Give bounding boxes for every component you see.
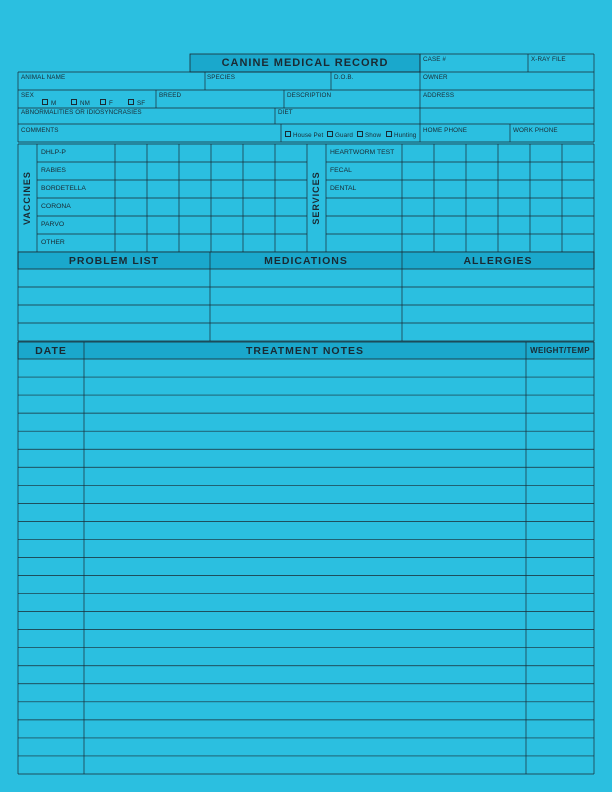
vaccine-date-cell[interactable] (211, 198, 243, 216)
vaccine-date-cell[interactable] (243, 198, 275, 216)
treatment-notes-cell[interactable] (84, 395, 526, 413)
service-date-cell[interactable] (498, 234, 530, 252)
treatment-notes-cell[interactable] (84, 612, 526, 630)
treatment-date-cell[interactable] (18, 503, 84, 521)
service-date-cell[interactable] (402, 144, 434, 162)
dob-field[interactable] (331, 72, 420, 90)
treatment-notes-cell[interactable] (84, 630, 526, 648)
service-date-cell[interactable] (498, 144, 530, 162)
vaccine-dhlp-p-label: DHLP-P (41, 149, 66, 156)
vaccine-date-cell[interactable] (275, 198, 307, 216)
service-date-cell[interactable] (466, 216, 498, 234)
treatment-date-cell[interactable] (18, 539, 84, 557)
treatment-date-cell[interactable] (18, 377, 84, 395)
allergy-entry[interactable] (402, 323, 594, 341)
allergy-entry[interactable] (402, 287, 594, 305)
treatment-date-cell[interactable] (18, 648, 84, 666)
vaccine-date-cell[interactable] (179, 162, 211, 180)
service-date-cell[interactable] (466, 162, 498, 180)
weight-temp-cell[interactable] (526, 521, 594, 539)
weight-temp-cell[interactable] (526, 449, 594, 467)
service-date-cell[interactable] (434, 216, 466, 234)
service-date-cell[interactable] (530, 234, 562, 252)
treatment-notes-cell[interactable] (84, 467, 526, 485)
weight-temp-cell[interactable] (526, 702, 594, 720)
weight-temp-cell[interactable] (526, 557, 594, 575)
service-fecal-label: FECAL (330, 167, 352, 174)
work-phone-label: WORK PHONE (513, 127, 558, 134)
service-date-cell[interactable] (498, 180, 530, 198)
abnormalities-label: ABNORMALITIES OR IDIOSYNCRASIES (21, 109, 142, 116)
treatment-notes-cell[interactable] (84, 539, 526, 557)
animal-name-label: ANIMAL NAME (21, 74, 66, 81)
treatment-date-cell[interactable] (18, 684, 84, 702)
service-date-cell[interactable] (530, 198, 562, 216)
vaccine-date-cell[interactable] (147, 216, 179, 234)
species-label: SPECIES (207, 74, 235, 81)
dob-label: D.O.B. (334, 74, 354, 81)
sex-f-label: F (109, 99, 113, 107)
service-date-cell[interactable] (466, 198, 498, 216)
vaccine-date-cell[interactable] (243, 216, 275, 234)
problem-list-entry[interactable] (18, 269, 210, 287)
hunting-label: Hunting (394, 131, 417, 139)
vaccine-rabies-label: RABIES (41, 167, 66, 174)
weight-temp-cell[interactable] (526, 467, 594, 485)
vaccine-date-cell[interactable] (275, 216, 307, 234)
treatment-notes-cell[interactable] (84, 485, 526, 503)
house-pet-label: House Pet (293, 131, 324, 139)
sex-f-checkbox[interactable] (100, 99, 106, 105)
services-heading: SERVICES (311, 171, 321, 225)
abnormalities-field[interactable] (18, 108, 275, 124)
sex-nm-label: NM (80, 99, 90, 107)
case-number-label: CASE # (423, 56, 446, 63)
show-label: Show (365, 131, 382, 139)
vaccine-date-cell[interactable] (115, 180, 147, 198)
problem-list-entry[interactable] (18, 323, 210, 341)
xray-file-label: X-RAY FILE (531, 56, 566, 63)
vaccine-date-cell[interactable] (243, 144, 275, 162)
service-date-cell[interactable] (402, 234, 434, 252)
vaccine-date-cell[interactable] (211, 234, 243, 252)
treatment-notes-cell[interactable] (84, 521, 526, 539)
medication-entry[interactable] (210, 323, 402, 341)
treatment-date-cell[interactable] (18, 467, 84, 485)
service-date-cell[interactable] (530, 216, 562, 234)
service-date-cell[interactable] (498, 216, 530, 234)
vaccine-date-cell[interactable] (275, 180, 307, 198)
vaccine-date-cell[interactable] (275, 144, 307, 162)
service-heartworm-test-label: HEARTWORM TEST (330, 149, 395, 156)
treatment-notes-cell[interactable] (84, 449, 526, 467)
vaccine-date-cell[interactable] (211, 162, 243, 180)
show-checkbox[interactable] (357, 131, 363, 137)
problem-list-heading: PROBLEM LIST (68, 255, 160, 267)
service-date-cell[interactable] (530, 180, 562, 198)
vaccine-date-cell[interactable] (275, 234, 307, 252)
treatment-notes-cell[interactable] (84, 377, 526, 395)
treatment-date-cell[interactable] (18, 413, 84, 431)
service-date-cell[interactable] (562, 144, 594, 162)
weight-temp-cell[interactable] (526, 395, 594, 413)
vaccine-date-cell[interactable] (147, 234, 179, 252)
sex-m-label: M (51, 99, 57, 107)
service-date-cell[interactable] (434, 162, 466, 180)
date-heading: DATE (35, 345, 67, 357)
animal-name-field[interactable] (18, 72, 205, 90)
service-date-cell[interactable] (562, 198, 594, 216)
vaccine-date-cell[interactable] (115, 144, 147, 162)
treatment-notes-cell[interactable] (84, 576, 526, 594)
medication-entry[interactable] (210, 287, 402, 305)
weight-temp-cell[interactable] (526, 431, 594, 449)
treatment-date-cell[interactable] (18, 720, 84, 738)
vaccine-parvo-label: PARVO (41, 221, 65, 228)
vaccine-date-cell[interactable] (115, 162, 147, 180)
vaccine-date-cell[interactable] (147, 198, 179, 216)
home-phone-field[interactable] (420, 124, 510, 142)
treatment-notes-cell[interactable] (84, 738, 526, 756)
breed-field[interactable] (156, 90, 284, 108)
service-date-cell[interactable] (466, 180, 498, 198)
treatment-date-cell[interactable] (18, 431, 84, 449)
home-phone-label: HOME PHONE (423, 127, 468, 134)
vaccine-date-cell[interactable] (115, 198, 147, 216)
service-date-cell[interactable] (530, 162, 562, 180)
vaccine-date-cell[interactable] (211, 180, 243, 198)
sex-m-checkbox[interactable] (42, 99, 48, 105)
treatment-date-cell[interactable] (18, 449, 84, 467)
service-date-cell[interactable] (402, 198, 434, 216)
sex-nm-checkbox[interactable] (71, 99, 77, 105)
service-date-cell[interactable] (434, 180, 466, 198)
weight-temp-cell[interactable] (526, 612, 594, 630)
medications-heading: MEDICATIONS (264, 255, 348, 267)
treatment-notes-cell[interactable] (84, 648, 526, 666)
service-date-cell[interactable] (466, 234, 498, 252)
vaccines-heading: VACCINES (22, 171, 32, 225)
treatment-notes-cell[interactable] (84, 413, 526, 431)
service-date-cell[interactable] (562, 180, 594, 198)
service-date-cell[interactable] (466, 144, 498, 162)
weight-temp-cell[interactable] (526, 684, 594, 702)
weight-temp-cell[interactable] (526, 413, 594, 431)
weight-temp-cell[interactable] (526, 720, 594, 738)
weight-temp-cell[interactable] (526, 666, 594, 684)
treatment-date-cell[interactable] (18, 612, 84, 630)
vaccine-date-cell[interactable] (211, 144, 243, 162)
weight-temp-cell[interactable] (526, 359, 594, 377)
house-pet-checkbox[interactable] (285, 131, 291, 137)
vaccine-date-cell[interactable] (147, 144, 179, 162)
service-date-cell[interactable] (402, 216, 434, 234)
treatment-date-cell[interactable] (18, 738, 84, 756)
weight-temp-cell[interactable] (526, 576, 594, 594)
owner-label: OWNER (423, 74, 448, 81)
service-date-cell[interactable] (498, 198, 530, 216)
treatment-date-cell[interactable] (18, 756, 84, 774)
breed-label: BREED (159, 92, 182, 99)
problem-list-entry[interactable] (18, 287, 210, 305)
vaccine-bordetella-label: BORDETELLA (41, 185, 86, 192)
treatment-date-cell[interactable] (18, 594, 84, 612)
service-date-cell[interactable] (434, 144, 466, 162)
vaccine-date-cell[interactable] (179, 144, 211, 162)
treatment-date-cell[interactable] (18, 576, 84, 594)
allergy-entry[interactable] (402, 269, 594, 287)
vaccine-date-cell[interactable] (115, 216, 147, 234)
case-number-field[interactable] (420, 54, 528, 72)
medication-entry[interactable] (210, 269, 402, 287)
description-label: DESCRIPTION (287, 92, 332, 99)
allergy-entry[interactable] (402, 305, 594, 323)
hunting-checkbox[interactable] (386, 131, 392, 137)
xray-file-field[interactable] (528, 54, 594, 72)
treatment-notes-cell[interactable] (84, 684, 526, 702)
treatment-notes-cell[interactable] (84, 594, 526, 612)
service-date-cell[interactable] (562, 162, 594, 180)
service-date-cell[interactable] (434, 234, 466, 252)
treatment-notes-cell[interactable] (84, 756, 526, 774)
treatment-notes-cell[interactable] (84, 431, 526, 449)
treatment-date-cell[interactable] (18, 521, 84, 539)
vaccine-date-cell[interactable] (211, 216, 243, 234)
treatment-notes-cell[interactable] (84, 666, 526, 684)
allergies-heading: ALLERGIES (463, 255, 533, 267)
treatment-notes-cell[interactable] (84, 359, 526, 377)
guard-checkbox[interactable] (327, 131, 333, 137)
comments-field[interactable] (18, 124, 281, 142)
weight-temp-cell[interactable] (526, 756, 594, 774)
diet-label: DIET (278, 109, 293, 116)
service-dental-label: DENTAL (330, 185, 357, 192)
vaccine-date-cell[interactable] (275, 162, 307, 180)
treatment-date-cell[interactable] (18, 702, 84, 720)
vaccine-date-cell[interactable] (179, 198, 211, 216)
vaccine-date-cell[interactable] (179, 216, 211, 234)
treatment-notes-heading: TREATMENT NOTES (245, 345, 365, 357)
service-date-cell[interactable] (530, 144, 562, 162)
work-phone-field[interactable] (510, 124, 594, 142)
medication-entry[interactable] (210, 305, 402, 323)
weight-temp-cell[interactable] (526, 485, 594, 503)
treatment-date-cell[interactable] (18, 630, 84, 648)
service-date-cell[interactable] (562, 216, 594, 234)
vaccine-corona-label: CORONA (41, 203, 71, 210)
weight-temp-heading: WEIGHT/TEMP (530, 346, 590, 355)
service-date-cell[interactable] (434, 198, 466, 216)
service-date-cell[interactable] (498, 162, 530, 180)
treatment-date-cell[interactable] (18, 666, 84, 684)
vaccine-date-cell[interactable] (243, 234, 275, 252)
description-field[interactable] (284, 90, 420, 108)
treatment-notes-cell[interactable] (84, 720, 526, 738)
weight-temp-cell[interactable] (526, 594, 594, 612)
weight-temp-cell[interactable] (526, 648, 594, 666)
treatment-date-cell[interactable] (18, 359, 84, 377)
treatment-notes-cell[interactable] (84, 702, 526, 720)
treatment-date-cell[interactable] (18, 557, 84, 575)
treatment-notes-cell[interactable] (84, 503, 526, 521)
form-title: CANINE MEDICAL RECORD (221, 57, 389, 69)
sex-label: SEX (21, 92, 34, 99)
vaccine-date-cell[interactable] (243, 162, 275, 180)
service-date-cell[interactable] (562, 234, 594, 252)
diet-field[interactable] (275, 108, 420, 124)
guard-label: Guard (335, 131, 354, 139)
problem-list-entry[interactable] (18, 305, 210, 323)
treatment-date-cell[interactable] (18, 395, 84, 413)
weight-temp-cell[interactable] (526, 738, 594, 756)
weight-temp-cell[interactable] (526, 377, 594, 395)
weight-temp-cell[interactable] (526, 539, 594, 557)
address-label: ADDRESS (423, 92, 455, 99)
vaccine-other-label: OTHER (41, 239, 65, 246)
vaccine-date-cell[interactable] (147, 162, 179, 180)
service-date-cell[interactable] (402, 180, 434, 198)
comments-label: COMMENTS (21, 127, 59, 134)
weight-temp-cell[interactable] (526, 630, 594, 648)
sex-sf-checkbox[interactable] (128, 99, 134, 105)
vaccine-date-cell[interactable] (179, 234, 211, 252)
species-field[interactable] (205, 72, 331, 90)
vaccine-date-cell[interactable] (179, 180, 211, 198)
vaccine-date-cell[interactable] (115, 234, 147, 252)
service-date-cell[interactable] (402, 162, 434, 180)
sex-sf-label: SF (137, 99, 146, 107)
vaccine-date-cell[interactable] (147, 180, 179, 198)
weight-temp-cell[interactable] (526, 503, 594, 521)
vaccine-date-cell[interactable] (243, 180, 275, 198)
treatment-date-cell[interactable] (18, 485, 84, 503)
treatment-notes-cell[interactable] (84, 557, 526, 575)
